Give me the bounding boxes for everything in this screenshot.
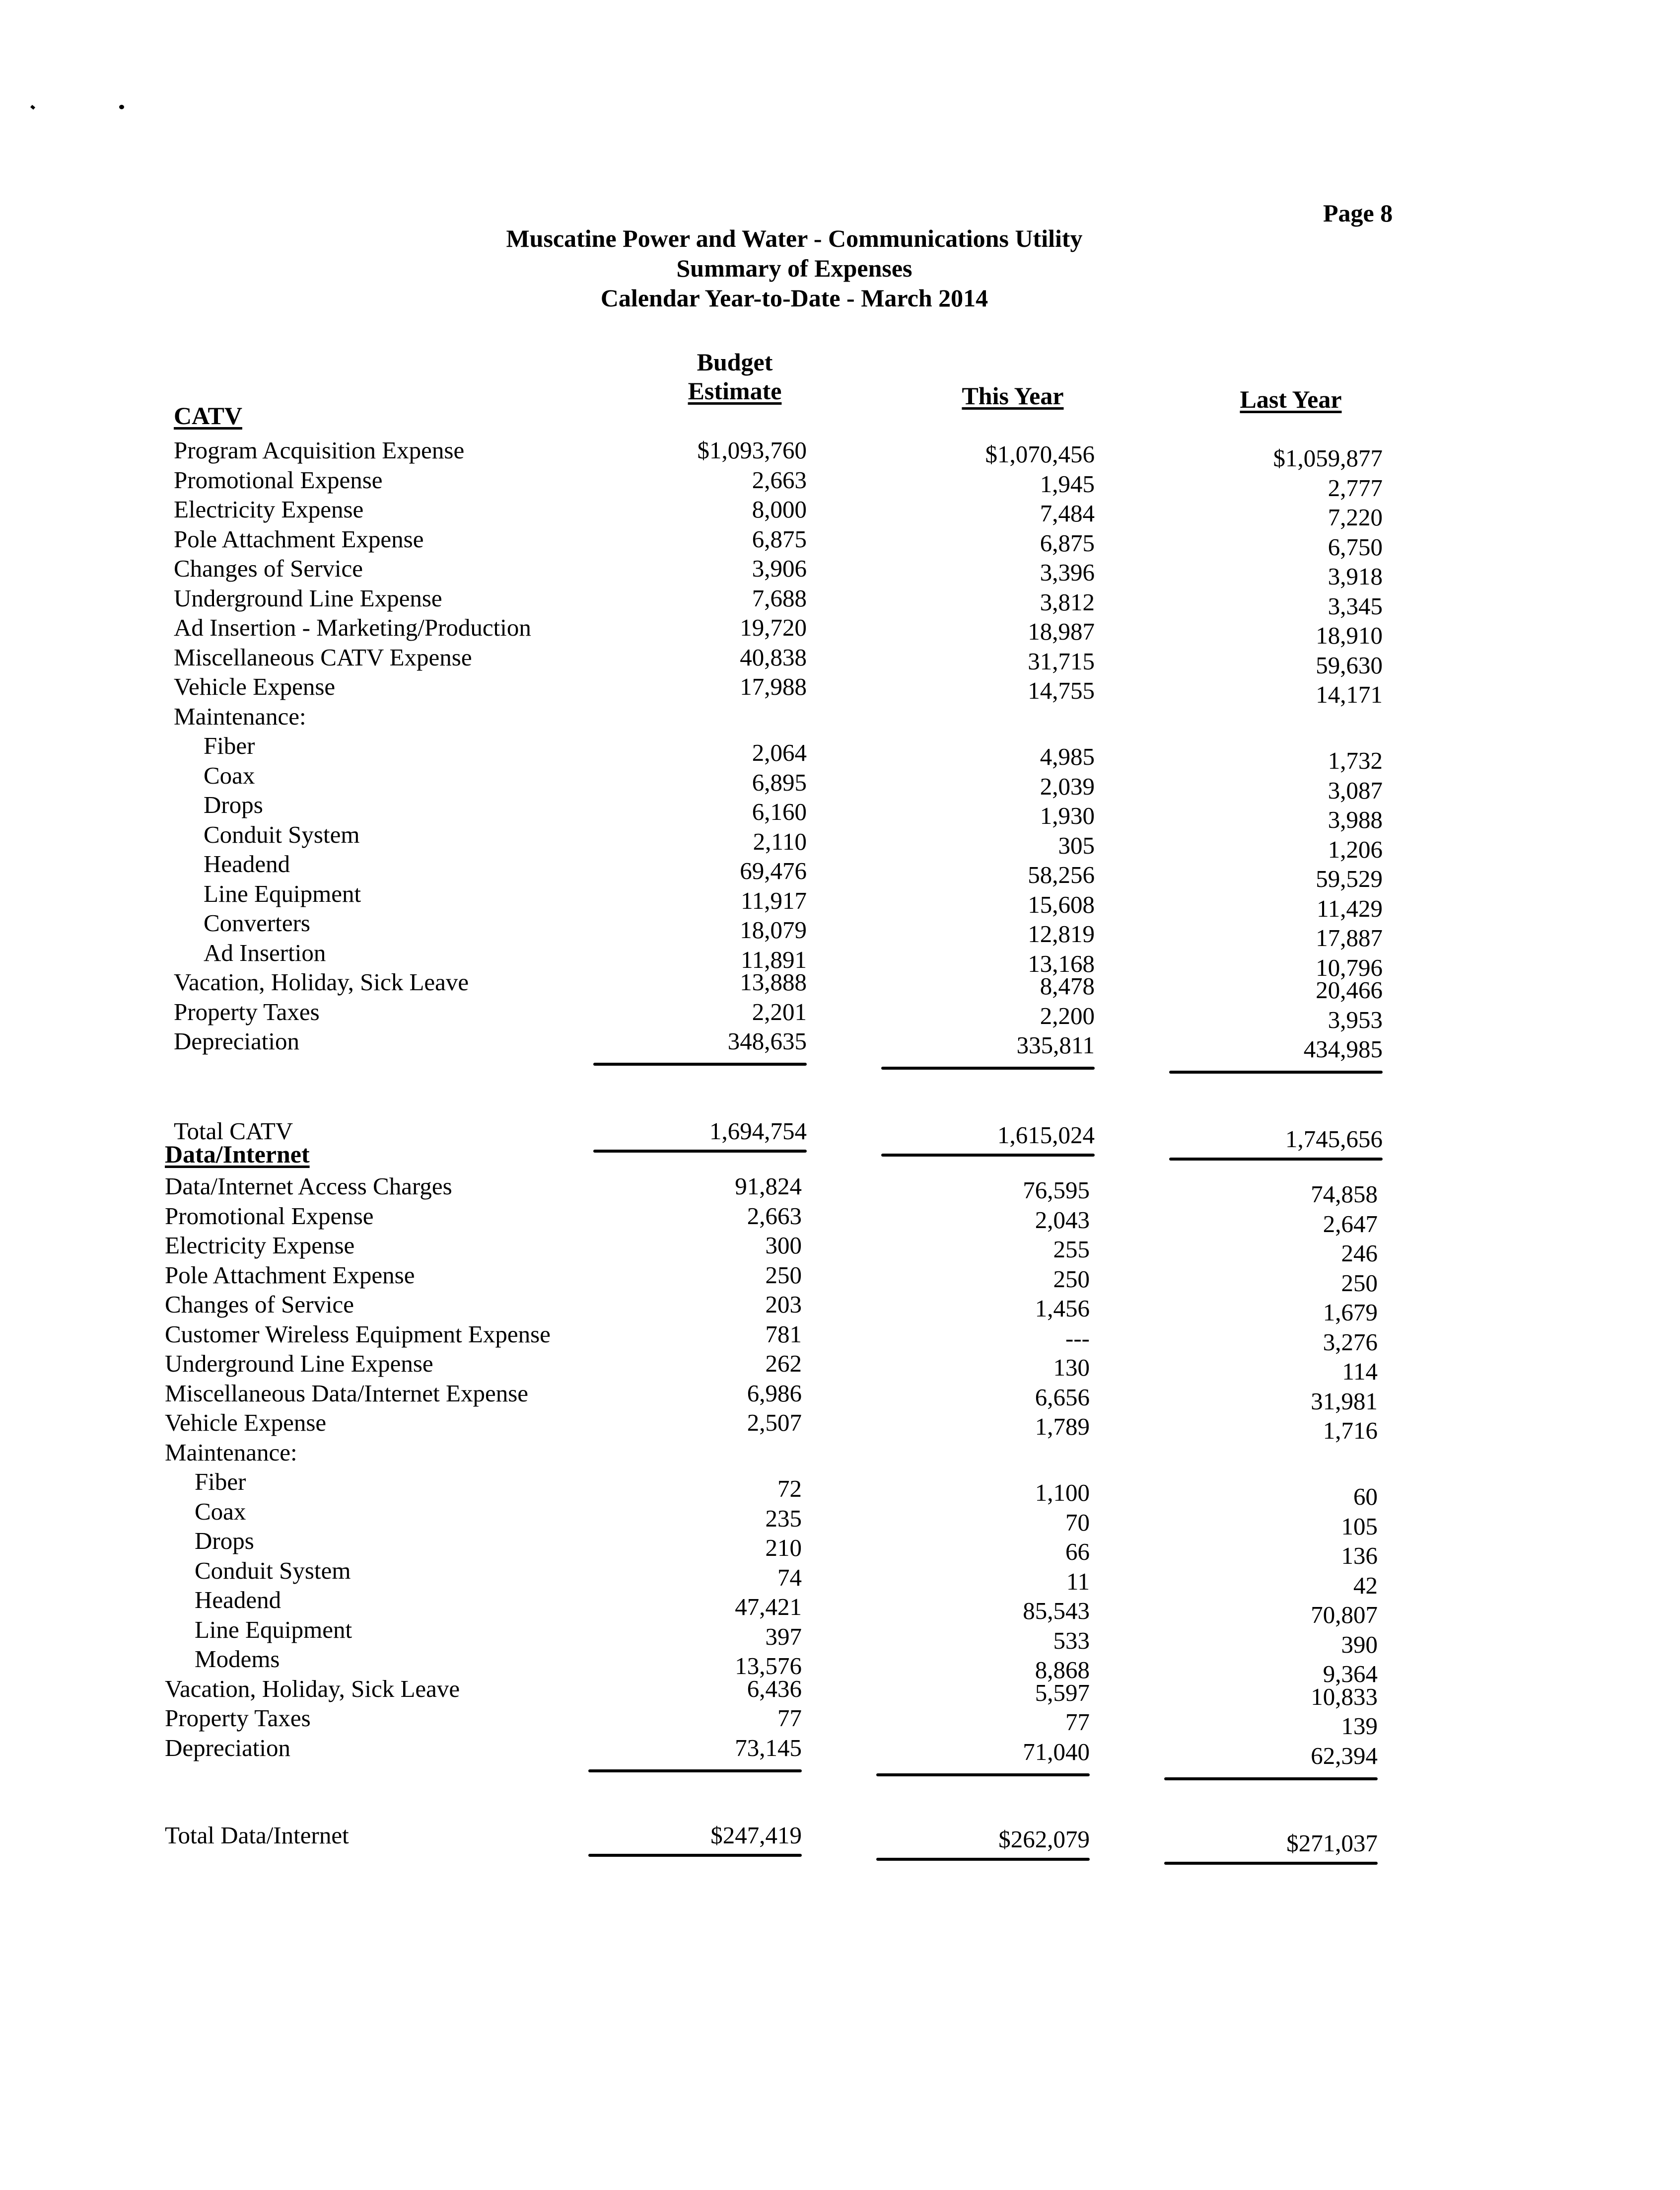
total-rule bbox=[1169, 1158, 1383, 1161]
column-header-this-year-label: This Year bbox=[962, 382, 1064, 410]
value-last-year: 10,796 bbox=[1316, 953, 1383, 981]
total-rule bbox=[593, 1150, 807, 1153]
table-row bbox=[0, 1379, 1680, 1415]
row-label: Property Taxes bbox=[174, 998, 320, 1025]
subtotal-rule bbox=[876, 1773, 1090, 1776]
value-last-year: 11,429 bbox=[1317, 894, 1383, 922]
table-row bbox=[0, 820, 1680, 863]
table-row bbox=[0, 495, 1680, 531]
value-this-year: 8,868 bbox=[1035, 1656, 1090, 1683]
value-last-year: 70,807 bbox=[1311, 1601, 1378, 1628]
value-budget: 6,895 bbox=[752, 768, 807, 796]
value-this-year: $1,070,456 bbox=[985, 440, 1095, 468]
value-this-year: 4,985 bbox=[1040, 743, 1095, 770]
value-this-year: 14,755 bbox=[1028, 677, 1095, 704]
row-label: Conduit System bbox=[195, 1556, 351, 1584]
subtotal-rule bbox=[1164, 1777, 1378, 1780]
value-this-year: 130 bbox=[1053, 1354, 1090, 1381]
value-last-year: 60 bbox=[1353, 1483, 1378, 1510]
table-row bbox=[0, 1615, 1680, 1658]
value-this-year: 3,396 bbox=[1040, 559, 1095, 586]
table-row bbox=[0, 1734, 1680, 1769]
value-budget: 6,986 bbox=[747, 1379, 802, 1407]
value-this-year: 13,168 bbox=[1028, 949, 1095, 977]
value-budget: 72 bbox=[777, 1475, 802, 1502]
column-header-last-year bbox=[1211, 385, 1370, 414]
value-budget: 13,888 bbox=[740, 968, 807, 996]
table-row bbox=[0, 1261, 1680, 1297]
row-label: Conduit System bbox=[204, 820, 360, 848]
value-last-year: 1,732 bbox=[1328, 747, 1383, 774]
value-budget: 300 bbox=[765, 1232, 802, 1259]
value-last-year: 10,833 bbox=[1311, 1682, 1378, 1710]
value-this-year: 1,456 bbox=[1035, 1295, 1090, 1322]
table-row bbox=[0, 879, 1680, 922]
value-this-year: 31,715 bbox=[1028, 647, 1095, 675]
value-budget: 2,201 bbox=[752, 998, 807, 1025]
scan-speck bbox=[119, 105, 124, 109]
value-this-year: 5,597 bbox=[1035, 1679, 1090, 1706]
table-row bbox=[0, 1408, 1680, 1444]
row-label: Depreciation bbox=[174, 1027, 300, 1055]
total-budget: 1,694,754 bbox=[709, 1117, 807, 1145]
value-budget: 91,824 bbox=[735, 1172, 802, 1200]
value-last-year: 2,647 bbox=[1323, 1210, 1378, 1238]
row-label: Underground Line Expense bbox=[165, 1350, 433, 1377]
table-row bbox=[0, 1202, 1680, 1238]
row-label: Electricity Expense bbox=[174, 496, 364, 523]
row-label: Converters bbox=[204, 909, 310, 937]
value-last-year: 105 bbox=[1341, 1512, 1378, 1540]
value-budget: 11,891 bbox=[741, 946, 807, 973]
table-row bbox=[0, 1231, 1680, 1267]
value-last-year: 246 bbox=[1341, 1240, 1378, 1267]
value-this-year: 1,945 bbox=[1040, 470, 1095, 498]
total-rule bbox=[588, 1854, 802, 1857]
table-row bbox=[0, 643, 1680, 679]
value-this-year: 1,789 bbox=[1035, 1413, 1090, 1440]
table-row bbox=[0, 1527, 1680, 1569]
total-label: Total CATV bbox=[174, 1117, 293, 1145]
value-budget: 19,720 bbox=[740, 614, 807, 641]
value-last-year: 114 bbox=[1342, 1358, 1378, 1385]
value-budget: 2,507 bbox=[747, 1409, 802, 1436]
total-rule bbox=[1164, 1862, 1378, 1865]
value-budget: 3,906 bbox=[752, 555, 807, 582]
value-last-year: 3,345 bbox=[1328, 592, 1383, 620]
row-label: Pole Attachment Expense bbox=[165, 1261, 415, 1289]
value-budget: 40,838 bbox=[740, 643, 807, 671]
value-this-year: 533 bbox=[1053, 1626, 1090, 1654]
value-this-year: 18,987 bbox=[1028, 618, 1095, 645]
value-this-year: 1,930 bbox=[1040, 802, 1095, 829]
total-row bbox=[0, 1821, 1680, 1857]
row-label: Drops bbox=[195, 1527, 254, 1554]
value-last-year: 250 bbox=[1341, 1269, 1378, 1297]
scan-speck bbox=[30, 105, 35, 110]
report-period: Calendar Year-to-Date - March 2014 bbox=[600, 284, 988, 312]
value-budget: 8,000 bbox=[752, 496, 807, 523]
row-label: Pole Attachment Expense bbox=[174, 525, 424, 553]
row-label: Coax bbox=[195, 1497, 246, 1525]
value-this-year: 255 bbox=[1053, 1236, 1090, 1263]
value-last-year: 18,910 bbox=[1316, 622, 1383, 649]
table-row bbox=[0, 1675, 1680, 1710]
subtotal-rule bbox=[1169, 1071, 1383, 1074]
row-label: Maintenance: bbox=[165, 1438, 297, 1466]
table-row bbox=[0, 850, 1680, 892]
column-header-budget-line2: Estimate bbox=[688, 377, 782, 405]
value-last-year: 136 bbox=[1341, 1542, 1378, 1569]
value-budget: 77 bbox=[777, 1704, 802, 1732]
table-row bbox=[0, 1438, 1680, 1467]
table-row bbox=[0, 1320, 1680, 1356]
value-this-year: 66 bbox=[1065, 1538, 1090, 1565]
value-last-year: 59,630 bbox=[1316, 651, 1383, 679]
value-budget: 2,110 bbox=[753, 827, 807, 855]
table-row bbox=[0, 1172, 1680, 1208]
value-last-year: 1,206 bbox=[1328, 835, 1383, 863]
table-row bbox=[0, 761, 1680, 804]
value-this-year: 7,484 bbox=[1040, 500, 1095, 527]
table-row bbox=[0, 1556, 1680, 1599]
section-title-catv: CATV bbox=[174, 402, 242, 430]
table-row bbox=[0, 1645, 1680, 1687]
page-number: Page 8 bbox=[1323, 199, 1393, 227]
table-row bbox=[0, 1586, 1680, 1628]
row-label: Vacation, Holiday, Sick Leave bbox=[174, 968, 469, 996]
report-title-block bbox=[447, 223, 1142, 313]
table-row bbox=[0, 466, 1680, 502]
value-budget: 7,688 bbox=[752, 584, 807, 612]
table-row bbox=[0, 525, 1680, 561]
row-label: Vehicle Expense bbox=[174, 673, 336, 700]
value-this-year: 70 bbox=[1065, 1508, 1090, 1536]
row-label: Fiber bbox=[195, 1468, 246, 1495]
subtotal-rule bbox=[593, 1063, 807, 1066]
value-budget: 235 bbox=[765, 1504, 802, 1532]
value-this-year: --- bbox=[1065, 1324, 1090, 1352]
value-last-year: 3,087 bbox=[1328, 776, 1383, 804]
value-last-year: 31,981 bbox=[1311, 1387, 1378, 1415]
table-row bbox=[0, 939, 1680, 981]
value-last-year: 14,171 bbox=[1316, 681, 1383, 708]
value-this-year: 2,043 bbox=[1035, 1206, 1090, 1234]
row-label: Fiber bbox=[204, 732, 255, 759]
row-label: Headend bbox=[204, 850, 290, 877]
value-last-year: 42 bbox=[1353, 1571, 1378, 1599]
table-row bbox=[0, 791, 1680, 833]
table-row bbox=[0, 436, 1680, 472]
section-title-data-internet: Data/Internet bbox=[165, 1140, 310, 1168]
value-budget: 348,635 bbox=[727, 1027, 807, 1055]
row-label: Maintenance: bbox=[174, 702, 306, 730]
value-budget: 262 bbox=[765, 1350, 802, 1377]
row-label: Miscellaneous Data/Internet Expense bbox=[165, 1379, 529, 1407]
value-last-year: 434,985 bbox=[1303, 1035, 1383, 1063]
row-label: Promotional Expense bbox=[165, 1202, 374, 1230]
table-row bbox=[0, 584, 1680, 620]
total-last-year: $271,037 bbox=[1286, 1829, 1378, 1857]
report-title: Muscatine Power and Water - Communications Utility bbox=[506, 224, 1083, 252]
value-budget: 18,079 bbox=[740, 916, 807, 944]
row-label: Vehicle Expense bbox=[165, 1409, 327, 1436]
column-header-budget bbox=[655, 348, 814, 405]
value-budget: $1,093,760 bbox=[697, 437, 807, 464]
value-budget: 6,436 bbox=[747, 1675, 802, 1702]
value-budget: 17,988 bbox=[740, 673, 807, 700]
value-budget: 203 bbox=[765, 1291, 802, 1318]
value-budget: 47,421 bbox=[735, 1593, 802, 1620]
row-label: Ad Insertion bbox=[204, 939, 326, 966]
value-last-year: 3,276 bbox=[1323, 1328, 1378, 1356]
row-label: Data/Internet Access Charges bbox=[165, 1172, 452, 1200]
value-last-year: 3,953 bbox=[1328, 1006, 1383, 1033]
value-this-year: 2,039 bbox=[1040, 772, 1095, 800]
table-row bbox=[0, 554, 1680, 590]
value-budget: 2,663 bbox=[752, 466, 807, 494]
value-last-year: 74,858 bbox=[1311, 1180, 1378, 1208]
total-label: Total Data/Internet bbox=[165, 1821, 349, 1849]
total-this-year: 1,615,024 bbox=[997, 1121, 1095, 1149]
row-label: Program Acquisition Expense bbox=[174, 437, 465, 464]
table-row bbox=[0, 1349, 1680, 1385]
value-this-year: 1,100 bbox=[1035, 1479, 1090, 1506]
row-label: Line Equipment bbox=[195, 1615, 352, 1643]
table-row bbox=[0, 1027, 1680, 1063]
value-budget: 250 bbox=[765, 1261, 802, 1289]
value-last-year: 9,364 bbox=[1323, 1660, 1378, 1687]
value-last-year: 62,394 bbox=[1311, 1742, 1378, 1769]
report-subtitle: Summary of Expenses bbox=[676, 254, 912, 282]
total-rule bbox=[876, 1858, 1090, 1861]
row-label: Drops bbox=[204, 791, 263, 818]
value-this-year: 2,200 bbox=[1040, 1002, 1095, 1029]
value-this-year: 250 bbox=[1053, 1265, 1090, 1293]
table-row bbox=[0, 998, 1680, 1033]
row-label: Changes of Service bbox=[165, 1291, 354, 1318]
value-last-year: 139 bbox=[1341, 1712, 1378, 1740]
row-label: Promotional Expense bbox=[174, 466, 383, 494]
value-budget: 69,476 bbox=[740, 857, 807, 884]
row-label: Line Equipment bbox=[204, 879, 361, 907]
value-last-year: 1,679 bbox=[1323, 1299, 1378, 1326]
table-row bbox=[0, 909, 1680, 951]
value-this-year: 76,595 bbox=[1023, 1176, 1090, 1204]
value-budget: 2,663 bbox=[747, 1202, 802, 1230]
row-label: Property Taxes bbox=[165, 1704, 311, 1732]
table-row bbox=[0, 702, 1680, 731]
row-label: Coax bbox=[204, 761, 255, 789]
value-this-year: 305 bbox=[1058, 831, 1095, 859]
table-row bbox=[0, 613, 1680, 649]
row-label: Modems bbox=[195, 1645, 280, 1673]
value-budget: 6,875 bbox=[752, 525, 807, 553]
row-label: Changes of Service bbox=[174, 555, 363, 582]
table-row bbox=[0, 1704, 1680, 1740]
value-this-year: 77 bbox=[1065, 1708, 1090, 1736]
value-this-year: 11 bbox=[1066, 1567, 1090, 1595]
value-last-year: $1,059,877 bbox=[1273, 444, 1383, 472]
row-label: Miscellaneous CATV Expense bbox=[174, 643, 472, 671]
column-header-last-year-label: Last Year bbox=[1240, 385, 1342, 413]
value-this-year: 15,608 bbox=[1028, 890, 1095, 918]
table-row bbox=[0, 672, 1680, 708]
value-last-year: 390 bbox=[1341, 1630, 1378, 1658]
row-label: Headend bbox=[195, 1586, 281, 1613]
value-this-year: 6,656 bbox=[1035, 1383, 1090, 1411]
row-label: Depreciation bbox=[165, 1734, 291, 1761]
row-label: Ad Insertion - Marketing/Production bbox=[174, 614, 531, 641]
table-row bbox=[0, 1497, 1680, 1540]
table-row bbox=[0, 731, 1680, 774]
value-this-year: 8,478 bbox=[1040, 972, 1095, 1000]
subtotal-rule bbox=[881, 1067, 1095, 1070]
value-budget: 73,145 bbox=[735, 1734, 802, 1761]
value-budget: 2,064 bbox=[752, 739, 807, 766]
value-this-year: 85,543 bbox=[1023, 1597, 1090, 1624]
value-budget: 397 bbox=[765, 1622, 802, 1650]
row-label: Underground Line Expense bbox=[174, 584, 442, 612]
value-budget: 13,576 bbox=[735, 1652, 802, 1679]
value-last-year: 2,777 bbox=[1328, 474, 1383, 502]
column-header-this-year bbox=[933, 381, 1092, 410]
value-last-year: 7,220 bbox=[1328, 504, 1383, 531]
total-this-year: $262,079 bbox=[998, 1825, 1090, 1853]
row-label: Customer Wireless Equipment Expense bbox=[165, 1320, 551, 1348]
total-budget: $247,419 bbox=[710, 1821, 802, 1849]
value-budget: 210 bbox=[765, 1534, 802, 1561]
value-this-year: 6,875 bbox=[1040, 529, 1095, 557]
value-this-year: 12,819 bbox=[1028, 920, 1095, 948]
subtotal-rule bbox=[588, 1769, 802, 1772]
value-last-year: 17,887 bbox=[1316, 924, 1383, 951]
value-last-year: 1,716 bbox=[1323, 1417, 1378, 1444]
row-label: Vacation, Holiday, Sick Leave bbox=[165, 1675, 460, 1702]
table-row bbox=[0, 968, 1680, 1004]
value-last-year: 6,750 bbox=[1328, 533, 1383, 561]
value-budget: 6,160 bbox=[752, 798, 807, 825]
table-row bbox=[0, 1290, 1680, 1326]
value-this-year: 58,256 bbox=[1028, 861, 1095, 888]
value-last-year: 3,988 bbox=[1328, 806, 1383, 833]
value-last-year: 59,529 bbox=[1316, 865, 1383, 892]
total-last-year: 1,745,656 bbox=[1285, 1125, 1383, 1153]
value-budget: 11,917 bbox=[741, 886, 807, 914]
value-last-year: 20,466 bbox=[1316, 976, 1383, 1004]
value-this-year: 3,812 bbox=[1040, 588, 1095, 616]
column-header-budget-line1: Budget bbox=[697, 348, 773, 376]
value-last-year: 3,918 bbox=[1328, 563, 1383, 590]
value-this-year: 335,811 bbox=[1016, 1031, 1095, 1059]
table-row bbox=[0, 1467, 1680, 1510]
value-budget: 74 bbox=[777, 1563, 802, 1591]
value-budget: 781 bbox=[765, 1320, 802, 1348]
value-this-year: 71,040 bbox=[1023, 1738, 1090, 1765]
total-rule bbox=[881, 1154, 1095, 1157]
row-label: Electricity Expense bbox=[165, 1232, 355, 1259]
